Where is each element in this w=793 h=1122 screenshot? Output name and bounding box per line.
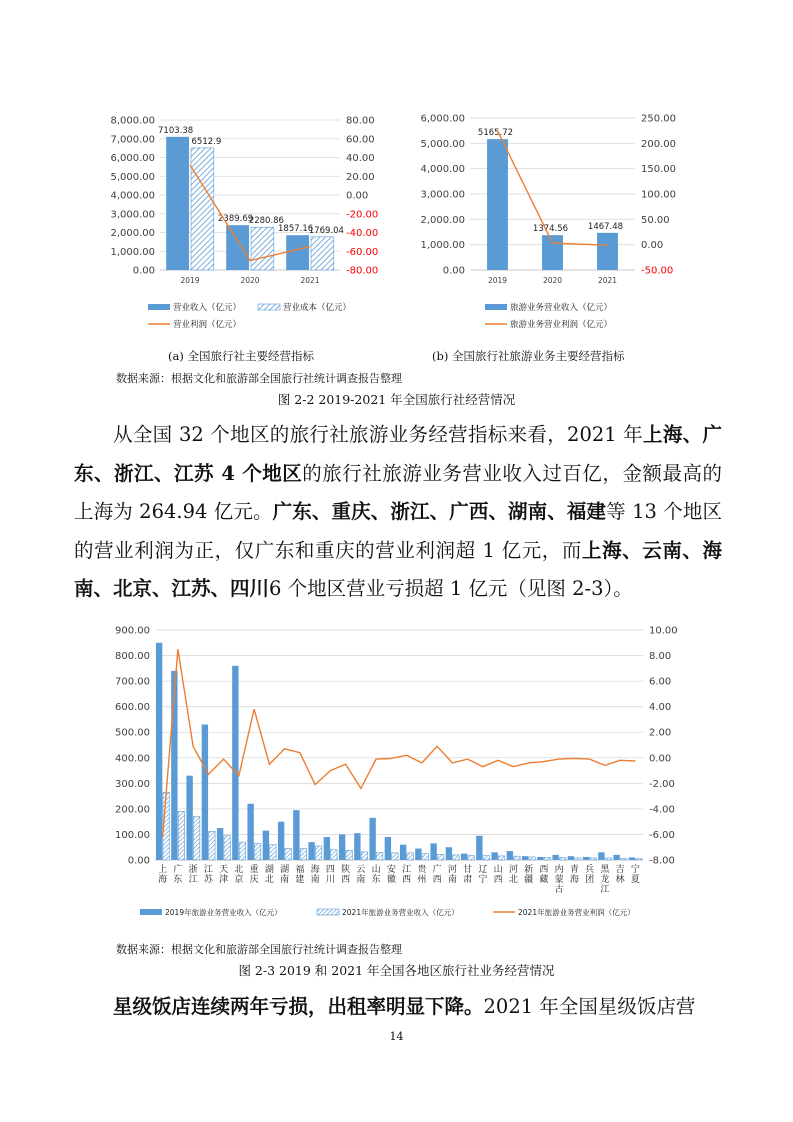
y-right-tick: 200.00 bbox=[641, 138, 676, 150]
y-right-tick: 0.00 bbox=[346, 190, 369, 202]
bar bbox=[354, 833, 360, 860]
y-right-tick: 40.00 bbox=[346, 153, 375, 164]
bar-hatched bbox=[376, 852, 382, 860]
bar bbox=[202, 725, 208, 860]
bar bbox=[400, 845, 406, 860]
bar-hatched bbox=[270, 845, 276, 860]
bar-hatched bbox=[239, 842, 245, 860]
y-right-tick: -8.00 bbox=[649, 855, 675, 867]
bar-hatched bbox=[191, 148, 214, 270]
x-tick-char: 南 bbox=[310, 875, 320, 885]
bar-hatched bbox=[559, 857, 565, 860]
bar bbox=[487, 139, 508, 270]
bar bbox=[446, 847, 452, 860]
data-label: 2280.86 bbox=[248, 216, 284, 227]
bar-hatched bbox=[453, 855, 459, 860]
x-tick-char: 广 bbox=[173, 865, 183, 875]
x-tick-char: 福 bbox=[295, 865, 305, 875]
bold-run: 上海、云南、海南、北京、江苏、四川 bbox=[74, 538, 722, 600]
y-right-tick: 2.00 bbox=[649, 727, 672, 739]
bar bbox=[263, 831, 269, 860]
legend-swatch bbox=[148, 304, 170, 310]
x-tick-char: 东 bbox=[173, 875, 183, 885]
x-tick-char: 州 bbox=[417, 875, 427, 885]
bar-hatched bbox=[514, 856, 520, 860]
x-tick-char: 徽 bbox=[386, 875, 396, 885]
bar bbox=[166, 137, 189, 270]
x-tick-char: 西 bbox=[402, 875, 412, 885]
x-tick-char: 夏 bbox=[630, 875, 640, 885]
x-tick-char: 蒙 bbox=[554, 875, 564, 885]
x-tick-char: 建 bbox=[295, 875, 305, 885]
text-run: 从全国 32 个地区的旅行社旅游业务经营指标来看，2021 年 bbox=[113, 423, 644, 446]
bar-hatched bbox=[251, 227, 274, 270]
bar-hatched bbox=[193, 817, 199, 860]
x-tick-char: 甘 bbox=[463, 865, 473, 875]
x-tick-char: 南 bbox=[356, 875, 366, 885]
legend-swatch bbox=[140, 909, 162, 915]
x-tick-char: 北 bbox=[234, 865, 244, 875]
bar-hatched bbox=[311, 237, 334, 270]
text-run: 6 个地区营业亏损超 1 亿元（见图 2-3）。 bbox=[269, 577, 633, 600]
y-right-tick: 4.00 bbox=[649, 702, 672, 714]
y-left-tick: 0.00 bbox=[132, 265, 155, 277]
x-tick-char: 南 bbox=[447, 875, 457, 885]
bar-hatched bbox=[483, 856, 489, 860]
data-label: 2389.69 bbox=[218, 214, 254, 225]
x-tick-char: 江 bbox=[600, 885, 610, 895]
x-tick-char: 陕 bbox=[341, 865, 351, 875]
data-label: 5165.72 bbox=[477, 128, 514, 139]
legend-label: 2019年旅游业务营业收入（亿元） bbox=[165, 908, 282, 917]
y-left-tick: 500.00 bbox=[115, 727, 150, 739]
bar-hatched bbox=[544, 857, 550, 860]
x-tick-char: 肃 bbox=[463, 875, 473, 885]
bar bbox=[324, 837, 330, 860]
x-tick-char: 海 bbox=[569, 875, 579, 885]
sub-caption-b: (b) 全国旅行社旅游业务主要经营指标 bbox=[432, 349, 625, 363]
x-tick: 2019 bbox=[180, 276, 200, 285]
x-tick-char: 山 bbox=[371, 865, 381, 875]
x-tick-char: 疆 bbox=[524, 875, 534, 885]
legend-label: 2021年旅游业务营业利润（亿元） bbox=[518, 908, 635, 917]
y-right-tick: 50.00 bbox=[641, 214, 670, 226]
y-left-tick: 2,000.00 bbox=[420, 214, 465, 226]
bar-hatched bbox=[437, 854, 443, 860]
x-tick-char: 上 bbox=[158, 865, 168, 875]
bar bbox=[186, 776, 192, 860]
y-right-tick: -4.00 bbox=[649, 804, 675, 816]
legend-label: 旅游业务营业利润（亿元） bbox=[510, 320, 613, 330]
bar bbox=[598, 852, 604, 860]
bar bbox=[217, 828, 223, 860]
x-tick-char: 兵 bbox=[585, 865, 595, 875]
y-left-tick: 6,000.00 bbox=[110, 153, 155, 164]
legend-swatch bbox=[258, 304, 280, 310]
y-left-tick: 0.00 bbox=[127, 855, 150, 867]
bar bbox=[247, 804, 253, 860]
chart-regions bbox=[95, 620, 705, 925]
bar bbox=[491, 852, 497, 860]
x-tick-char: 湖 bbox=[264, 865, 274, 875]
data-label: 7103.38 bbox=[158, 125, 194, 136]
y-left-tick: 3,000.00 bbox=[110, 209, 155, 221]
y-right-tick: 80.00 bbox=[346, 115, 375, 127]
y-left-tick: 4,000.00 bbox=[420, 164, 465, 176]
x-tick-char: 辽 bbox=[478, 865, 488, 875]
y-left-tick: 700.00 bbox=[115, 676, 150, 688]
legend-label: 营业成本（亿元） bbox=[283, 303, 352, 313]
y-right-tick: 8.00 bbox=[649, 651, 672, 663]
bar bbox=[430, 843, 436, 860]
bar bbox=[278, 822, 284, 860]
sub-caption-a: (a) 全国旅行社主要经营指标 bbox=[168, 349, 314, 363]
x-tick-char: 黑 bbox=[600, 865, 610, 875]
figure-2-3-caption: 图 2-3 2019 和 2021 年全国各地区旅行社业务经营情况 bbox=[238, 963, 555, 978]
x-tick-char: 天 bbox=[219, 865, 229, 875]
bar-hatched bbox=[529, 857, 535, 860]
x-tick-char: 河 bbox=[508, 865, 518, 875]
x-tick-char: 内 bbox=[554, 865, 564, 875]
x-tick-char: 安 bbox=[386, 865, 396, 875]
bar-hatched bbox=[422, 854, 428, 860]
chart-a bbox=[100, 100, 400, 340]
y-right-tick: 60.00 bbox=[346, 134, 375, 146]
chart-b bbox=[415, 100, 705, 340]
y-left-tick: 100.00 bbox=[115, 829, 150, 841]
x-tick-char: 东 bbox=[371, 875, 381, 885]
legend-swatch bbox=[317, 909, 339, 915]
data-label: 1857.16 bbox=[278, 224, 314, 235]
x-tick-char: 藏 bbox=[539, 875, 549, 885]
x-tick-char: 团 bbox=[585, 875, 595, 885]
bar bbox=[308, 842, 314, 860]
bar-hatched bbox=[346, 850, 352, 860]
x-tick-char: 北 bbox=[508, 875, 518, 885]
y-right-tick: 20.00 bbox=[346, 171, 375, 183]
y-left-tick: 6,000.00 bbox=[420, 113, 465, 125]
bar bbox=[232, 666, 238, 860]
y-left-tick: 200.00 bbox=[115, 804, 150, 816]
figure-2-3-source: 数据来源：根据文化和旅游部全国旅行社统计调查报告整理 bbox=[116, 943, 402, 956]
bar-hatched bbox=[590, 858, 596, 860]
x-tick-char: 苏 bbox=[203, 875, 213, 885]
y-right-tick: -20.00 bbox=[346, 209, 379, 221]
bar bbox=[461, 854, 467, 860]
x-tick-char: 四 bbox=[325, 865, 335, 875]
x-tick: 2019 bbox=[487, 276, 508, 285]
y-left-tick: 900.00 bbox=[115, 625, 150, 637]
figure-2-2-source: 数据来源：根据文化和旅游部全国旅行社统计调查报告整理 bbox=[116, 372, 402, 385]
x-tick: 2021 bbox=[300, 276, 320, 285]
x-tick-char: 青 bbox=[569, 865, 579, 875]
x-tick-char: 京 bbox=[234, 875, 244, 885]
y-right-tick: 6.00 bbox=[649, 676, 672, 688]
x-tick-char: 西 bbox=[432, 875, 442, 885]
x-tick-char: 新 bbox=[524, 865, 534, 875]
y-left-tick: 1,000.00 bbox=[110, 246, 155, 258]
x-tick-char: 江 bbox=[203, 865, 213, 875]
bar bbox=[537, 857, 543, 860]
y-right-tick: 0.00 bbox=[649, 753, 672, 765]
x-tick-char: 湖 bbox=[280, 865, 290, 875]
bar bbox=[583, 857, 589, 860]
x-tick-char: 西 bbox=[539, 865, 549, 875]
text-run: 的旅行社旅游业务营业收入过百亿，金额最高的上海为 264.94 亿元。 bbox=[74, 461, 722, 523]
bar bbox=[385, 837, 391, 860]
bar bbox=[286, 235, 309, 270]
x-tick-char: 庆 bbox=[249, 875, 259, 885]
x-tick-char: 川 bbox=[325, 875, 335, 885]
body-paragraph bbox=[74, 416, 722, 609]
x-tick-char: 津 bbox=[219, 875, 229, 885]
bar bbox=[369, 818, 375, 860]
bar-hatched bbox=[636, 859, 642, 860]
x-tick-char: 云 bbox=[356, 865, 366, 875]
text-run: 2021 年全国星级饭店营 bbox=[483, 995, 696, 1018]
bar bbox=[542, 235, 563, 270]
bar-hatched bbox=[407, 853, 413, 860]
x-tick-char: 南 bbox=[280, 875, 290, 885]
legend-label: 营业收入（亿元） bbox=[173, 303, 242, 313]
y-left-tick: 4,000.00 bbox=[110, 190, 155, 202]
bar-hatched bbox=[620, 858, 626, 860]
y-left-tick: 600.00 bbox=[115, 702, 150, 714]
x-tick-char: 江 bbox=[188, 875, 198, 885]
x-tick-char: 重 bbox=[249, 865, 259, 875]
x-tick-char: 海 bbox=[158, 875, 168, 885]
bar bbox=[552, 855, 558, 860]
bar-hatched bbox=[392, 853, 398, 860]
x-tick-char: 江 bbox=[402, 865, 412, 875]
x-tick-char: 宁 bbox=[630, 865, 640, 875]
y-right-tick: 100.00 bbox=[641, 189, 676, 201]
x-tick-char: 吉 bbox=[615, 865, 625, 875]
y-left-tick: 2,000.00 bbox=[110, 228, 155, 239]
body-paragraph-2 bbox=[74, 988, 722, 1027]
x-tick-char: 广 bbox=[432, 865, 442, 875]
page-number: 14 bbox=[389, 1030, 404, 1043]
y-left-tick: 5,000.00 bbox=[420, 138, 465, 150]
y-left-tick: 0.00 bbox=[442, 265, 465, 277]
bar bbox=[507, 851, 513, 860]
y-right-tick: -40.00 bbox=[346, 228, 379, 239]
bar-hatched bbox=[468, 855, 474, 860]
bar bbox=[226, 225, 249, 270]
x-tick: 2020 bbox=[542, 276, 563, 285]
bar-hatched bbox=[331, 850, 337, 860]
bold-run: 广东、重庆、浙江、广西、湖南、福建 bbox=[272, 500, 607, 523]
y-left-tick: 1,000.00 bbox=[420, 240, 465, 252]
bar bbox=[613, 855, 619, 860]
bar bbox=[156, 643, 162, 860]
bar-hatched bbox=[605, 858, 611, 860]
x-tick-char: 贵 bbox=[417, 865, 427, 875]
y-right-tick: 250.00 bbox=[641, 113, 676, 125]
legend-label: 2021年旅游业务营业收入（亿元） bbox=[342, 908, 459, 917]
y-left-tick: 7,000.00 bbox=[110, 134, 155, 146]
text-run: 等 13 个地区的营业利润为正，仅广东和重庆的营业利润超 1 亿元，而 bbox=[74, 500, 722, 562]
y-left-tick: 300.00 bbox=[115, 778, 150, 790]
x-tick-char: 河 bbox=[447, 865, 457, 875]
bar bbox=[476, 836, 482, 860]
y-right-tick: -60.00 bbox=[346, 246, 379, 258]
x-tick-char: 海 bbox=[310, 865, 320, 875]
x-tick-char: 浙 bbox=[188, 865, 198, 875]
bar bbox=[629, 857, 635, 860]
bar-hatched bbox=[254, 843, 260, 860]
x-tick-char: 古 bbox=[554, 885, 564, 895]
y-left-tick: 400.00 bbox=[115, 753, 150, 765]
x-tick-char: 宁 bbox=[478, 875, 488, 885]
bar-hatched bbox=[224, 836, 230, 860]
x-tick-char: 西 bbox=[341, 875, 351, 885]
data-label: 1467.48 bbox=[587, 221, 624, 232]
y-left-tick: 5,000.00 bbox=[110, 171, 155, 183]
x-tick: 2021 bbox=[597, 276, 618, 285]
x-tick-char: 龙 bbox=[600, 875, 610, 885]
bar-hatched bbox=[361, 852, 367, 860]
x-tick-char: 西 bbox=[493, 875, 503, 885]
y-right-tick: -2.00 bbox=[649, 778, 675, 790]
y-right-tick: 10.00 bbox=[649, 625, 678, 637]
data-label: 1769.04 bbox=[308, 225, 344, 236]
bar bbox=[568, 856, 574, 860]
bar bbox=[339, 834, 345, 860]
x-tick-char: 林 bbox=[615, 875, 625, 885]
y-left-tick: 800.00 bbox=[115, 651, 150, 663]
bar-hatched bbox=[300, 849, 306, 861]
bar bbox=[597, 233, 618, 270]
y-left-tick: 8,000.00 bbox=[110, 115, 155, 127]
x-tick: 2020 bbox=[240, 276, 260, 285]
x-tick-char: 山 bbox=[493, 865, 503, 875]
legend-label: 营业利润（亿元） bbox=[173, 320, 242, 330]
bar-hatched bbox=[315, 846, 321, 860]
y-right-tick: 0.00 bbox=[641, 240, 664, 252]
bar-hatched bbox=[209, 831, 215, 860]
y-right-tick: -6.00 bbox=[649, 829, 675, 841]
bold-run: 星级饭店连续两年亏损，出租率明显下降。 bbox=[113, 995, 484, 1018]
bar-hatched bbox=[285, 849, 291, 861]
legend-label: 旅游业务营业收入（亿元） bbox=[510, 303, 613, 313]
bar bbox=[415, 849, 421, 861]
y-left-tick: 3,000.00 bbox=[420, 189, 465, 201]
y-right-tick: -80.00 bbox=[346, 265, 379, 277]
x-tick-char: 北 bbox=[264, 875, 274, 885]
data-label: 1374.56 bbox=[532, 224, 569, 235]
figure-2-2-caption: 图 2-2 2019-2021 年全国旅行社经营情况 bbox=[277, 392, 516, 407]
y-right-tick: -50.00 bbox=[641, 265, 674, 277]
bar-hatched bbox=[498, 856, 504, 860]
bar-hatched bbox=[575, 858, 581, 860]
bold-run: 上海、广东、浙江、江苏 4 个地区 bbox=[74, 423, 722, 485]
data-label: 6512.9 bbox=[191, 136, 222, 147]
bar-hatched bbox=[178, 811, 184, 860]
y-right-tick: 150.00 bbox=[641, 164, 676, 176]
legend-swatch bbox=[485, 304, 507, 310]
bar bbox=[522, 856, 528, 860]
bar bbox=[293, 810, 299, 860]
